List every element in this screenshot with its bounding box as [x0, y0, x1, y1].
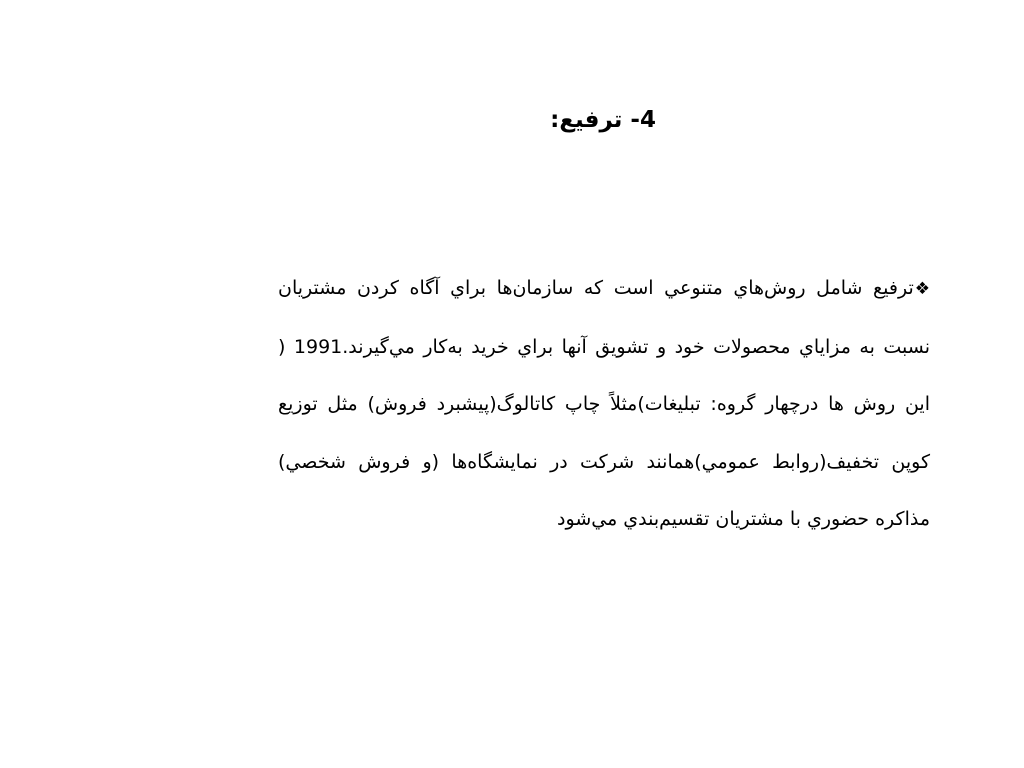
slide-body-paragraph [278, 260, 930, 549]
slide-title: 4- ترفيع: [550, 107, 656, 133]
body-text: ترفيع شامل روش‌هاي متنوعي است كه سازمان‌ها براي آگاه كردن مشتريان نسبت به مزاياي محصولات خود و تشويق آنها براي خريد به‌كار مي‌گيرند.1991 ( اين روش ها درچهار گروه: تبليغات)مثلاً چاپ كاتالوگ(پيشبرد فروش) مثل توزيع كوپن تخفيف(روابط عمومي)همانند شركت در نمايشگاه‌ها (و فروش شخصي) مذاكره حضوري با مشتريان تقسيم‌بندي مي‌شود [278, 277, 931, 530]
diamond-bullet-icon: ❖ [914, 279, 930, 299]
